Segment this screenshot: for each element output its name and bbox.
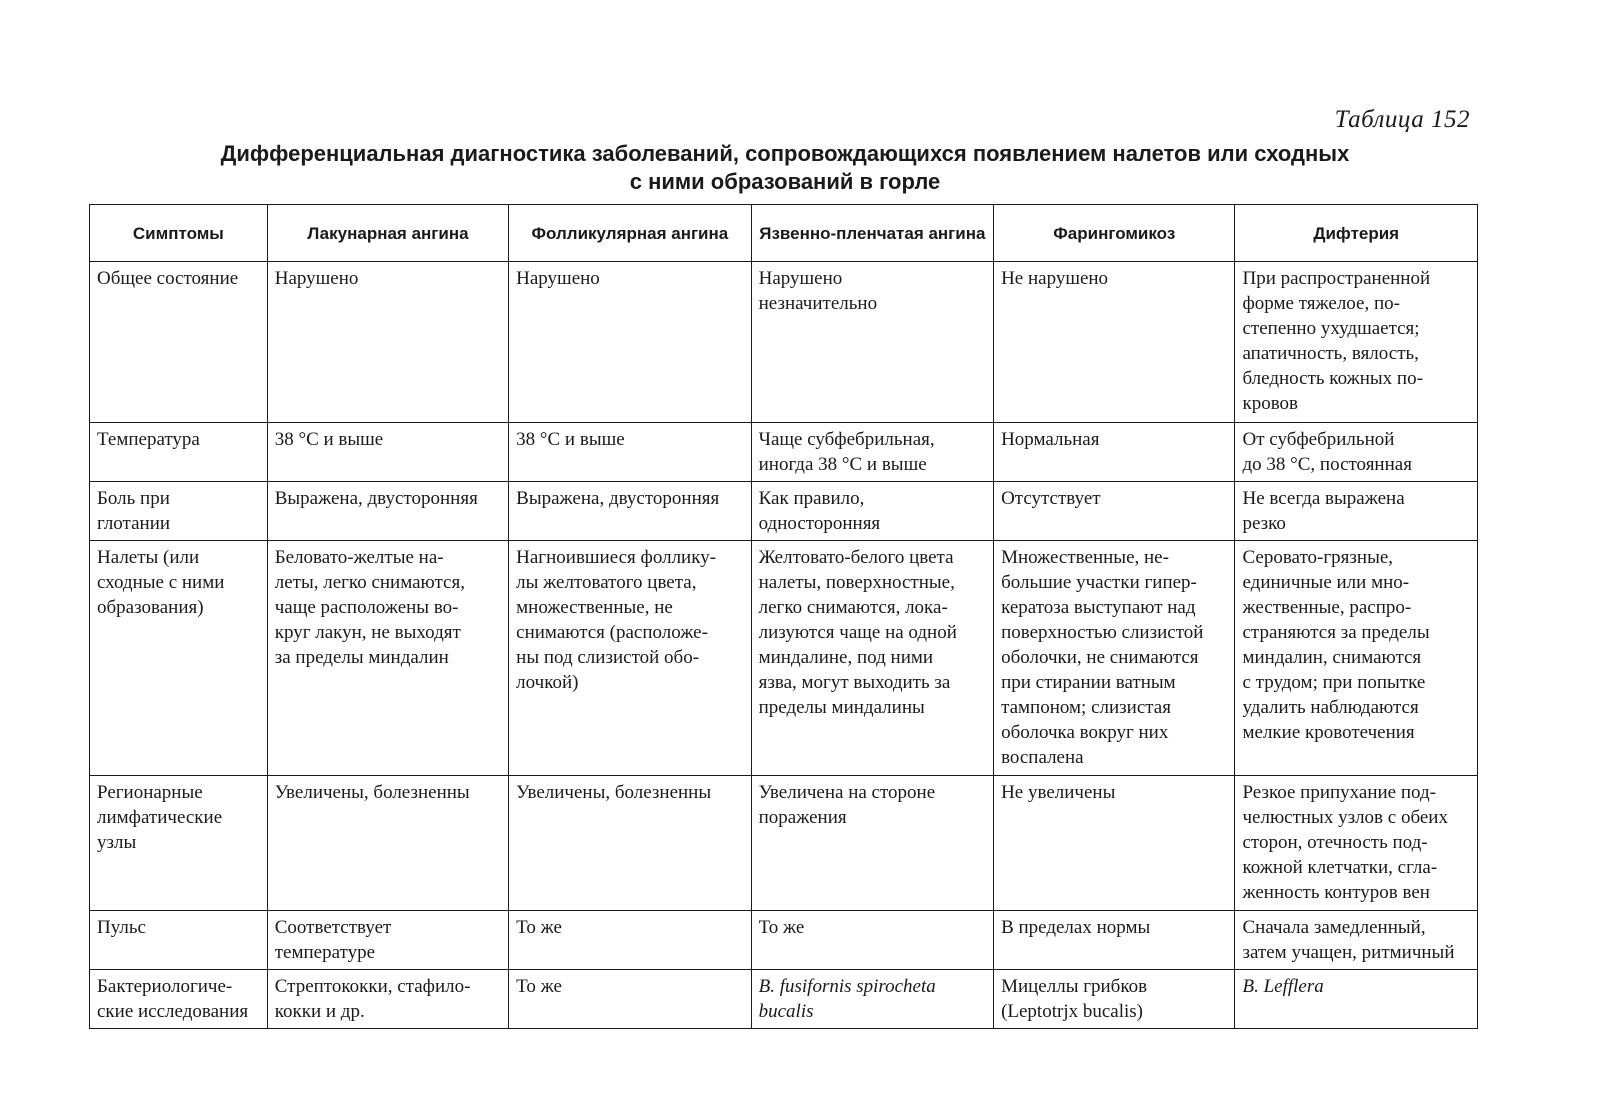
- cell-text: Мицеллы грибков (Leptotrjx bucalis): [1001, 976, 1148, 1022]
- table-cell: [994, 970, 1235, 1029]
- table-cell: [751, 262, 993, 423]
- table-cell: [509, 776, 751, 911]
- title-line-2: с ними образований в горле: [629, 169, 941, 194]
- row-symptom-cell: [90, 541, 268, 776]
- table-cell: [1235, 970, 1478, 1029]
- table-cell: [994, 776, 1235, 911]
- column-header-ulcerative-membranous-angina: Язвенно-пленчатая ангина: [751, 205, 993, 262]
- cell-text: 38 °С и выше: [516, 429, 625, 450]
- cell-text: Не увеличены: [1001, 782, 1116, 803]
- table-row: [90, 423, 1478, 482]
- cell-text: B. fusifornis spirocheta bucalis: [758, 976, 936, 1022]
- table-row: [90, 262, 1478, 423]
- row-symptom-cell: [90, 970, 268, 1029]
- cell-text: Серовато-грязные, единичные или мно- жественные, распро- страняются за пределы миндалин, снимаются с трудом; при попытке удалить наблюдаются мелкие кровотечения: [1242, 547, 1430, 743]
- row-symptom-cell: [90, 776, 268, 911]
- column-header-diphtheria: Дифтерия: [1235, 205, 1478, 262]
- cell-text: Стрептококки, стафило- кокки и др.: [274, 976, 471, 1022]
- cell-text: То же: [758, 917, 805, 938]
- cell-text: Не всегда выражена резко: [1242, 488, 1405, 534]
- cell-text: Беловато-желтые на- леты, легко снимаются, чаще расположены во- круг лакун, не выходят за пределы миндалин: [274, 547, 465, 668]
- cell-text: Не нарушено: [1001, 268, 1109, 289]
- table-cell: [751, 911, 993, 970]
- table-cell: [267, 911, 508, 970]
- table-cell: [509, 482, 751, 541]
- document-title: [90, 140, 1480, 196]
- cell-text: Нарушено: [516, 268, 600, 289]
- cell-text: Множественные, не- большие участки гипер- кератоза выступают над поверхностью слизистой оболочки, не снимаются при стирании ватным тампоном; слизистая оболочка вокруг них воспалена: [1001, 547, 1204, 768]
- table-cell: [1235, 262, 1478, 423]
- column-header-follicular-angina: Фолликулярная ангина: [509, 205, 751, 262]
- table-cell: [751, 482, 993, 541]
- table-cell: [509, 911, 751, 970]
- table-cell: [267, 423, 508, 482]
- table-cell: [994, 541, 1235, 776]
- row-symptom-cell: [90, 482, 268, 541]
- cell-text: Желтовато-белого цвета налеты, поверхностные, легко снимаются, лока- лизуются чаще на одной миндалине, под ними язва, могут выходить за пределы миндалины: [758, 547, 957, 718]
- table-cell: [751, 541, 993, 776]
- cell-text: Нарушено: [274, 268, 359, 289]
- row-symptom-cell: [90, 262, 268, 423]
- row-symptom: Налеты (или сходные с ними образования): [97, 547, 225, 618]
- row-symptom-cell: [90, 423, 268, 482]
- table-cell: [994, 423, 1235, 482]
- table-cell: [267, 262, 508, 423]
- cell-text: Увеличена на стороне поражения: [758, 782, 936, 828]
- row-symptom: Общее состояние: [97, 268, 239, 289]
- cell-text: Нагноившиеся фоллику- лы желтоватого цвета, множественные, не снимаются (расположе- ны под слизистой обо- лочкой): [516, 547, 717, 693]
- cell-text: Нормальная: [1001, 429, 1100, 450]
- table-number: Таблица 152: [1334, 106, 1470, 133]
- title-line-1: Дифференциальная диагностика заболеваний, сопровождающихся появлением налетов или сходных: [220, 141, 1350, 166]
- row-symptom: Регионарные лимфатические узлы: [97, 782, 223, 853]
- table-cell: [994, 262, 1235, 423]
- cell-text: Как правило, односторонняя: [758, 488, 881, 534]
- column-header-symptoms: Симптомы: [90, 205, 268, 262]
- cell-text: То же: [516, 917, 562, 938]
- table-cell: [751, 776, 993, 911]
- cell-text: Нарушено незначительно: [758, 268, 878, 314]
- row-symptom: Бактериологиче- ские исследования: [97, 976, 249, 1022]
- table-row: [90, 911, 1478, 970]
- table-cell: [994, 482, 1235, 541]
- header-row: [90, 205, 1478, 262]
- table-row: [90, 776, 1478, 911]
- table-cell: [267, 541, 508, 776]
- column-header-pharyngomycosis: Фарингомикоз: [994, 205, 1235, 262]
- cell-text: B. Lefflera: [1242, 976, 1324, 997]
- cell-text: Резкое припухание под- челюстных узлов с обеих сторон, отечность под- кожной клетчатки, сгла- женность контуров вен: [1242, 782, 1448, 903]
- cell-text: То же: [516, 976, 562, 997]
- table-cell: [1235, 776, 1478, 911]
- table-cell: [1235, 482, 1478, 541]
- cell-text: 38 °С и выше: [274, 429, 384, 450]
- table-cell: [267, 482, 508, 541]
- table-row: [90, 482, 1478, 541]
- cell-text: Соответствует температуре: [274, 917, 392, 963]
- row-symptom: Боль при глотании: [97, 488, 171, 534]
- cell-text: При распространенной форме тяжелое, по- степенно ухудшается; апатичность, вялость, бледность кожных по- кровов: [1242, 268, 1431, 414]
- row-symptom: Пульс: [97, 917, 146, 938]
- table-cell: [1235, 423, 1478, 482]
- table-cell: [509, 262, 751, 423]
- differential-diagnosis-table: [89, 204, 1478, 1029]
- cell-text: В пределах нормы: [1001, 917, 1151, 938]
- column-header-lacunar-angina: Лакунарная ангина: [267, 205, 508, 262]
- table-cell: [1235, 911, 1478, 970]
- cell-text: Выражена, двусторонняя: [274, 488, 478, 509]
- table-cell: [751, 423, 993, 482]
- table-cell: [1235, 541, 1478, 776]
- table-cell: [509, 541, 751, 776]
- table-cell: [751, 970, 993, 1029]
- table-row: [90, 970, 1478, 1029]
- cell-text: Отсутствует: [1001, 488, 1101, 509]
- table-row: [90, 541, 1478, 776]
- table-cell: [509, 970, 751, 1029]
- table-cell: [509, 423, 751, 482]
- cell-text: От субфебрильной до 38 °С, постоянная: [1242, 429, 1412, 475]
- row-symptom: Температура: [97, 429, 200, 450]
- table-cell: [994, 911, 1235, 970]
- table-cell: [267, 776, 508, 911]
- row-symptom-cell: [90, 911, 268, 970]
- cell-text: Сначала замедленный, затем учащен, ритмичный: [1242, 917, 1455, 963]
- cell-text: Выражена, двусторонняя: [516, 488, 720, 509]
- cell-text: Чаще субфебрильная, иногда 38 °С и выше: [758, 429, 935, 475]
- cell-text: Увеличены, болезненны: [516, 782, 712, 803]
- cell-text: Увеличены, болезненны: [274, 782, 470, 803]
- table-cell: [267, 970, 508, 1029]
